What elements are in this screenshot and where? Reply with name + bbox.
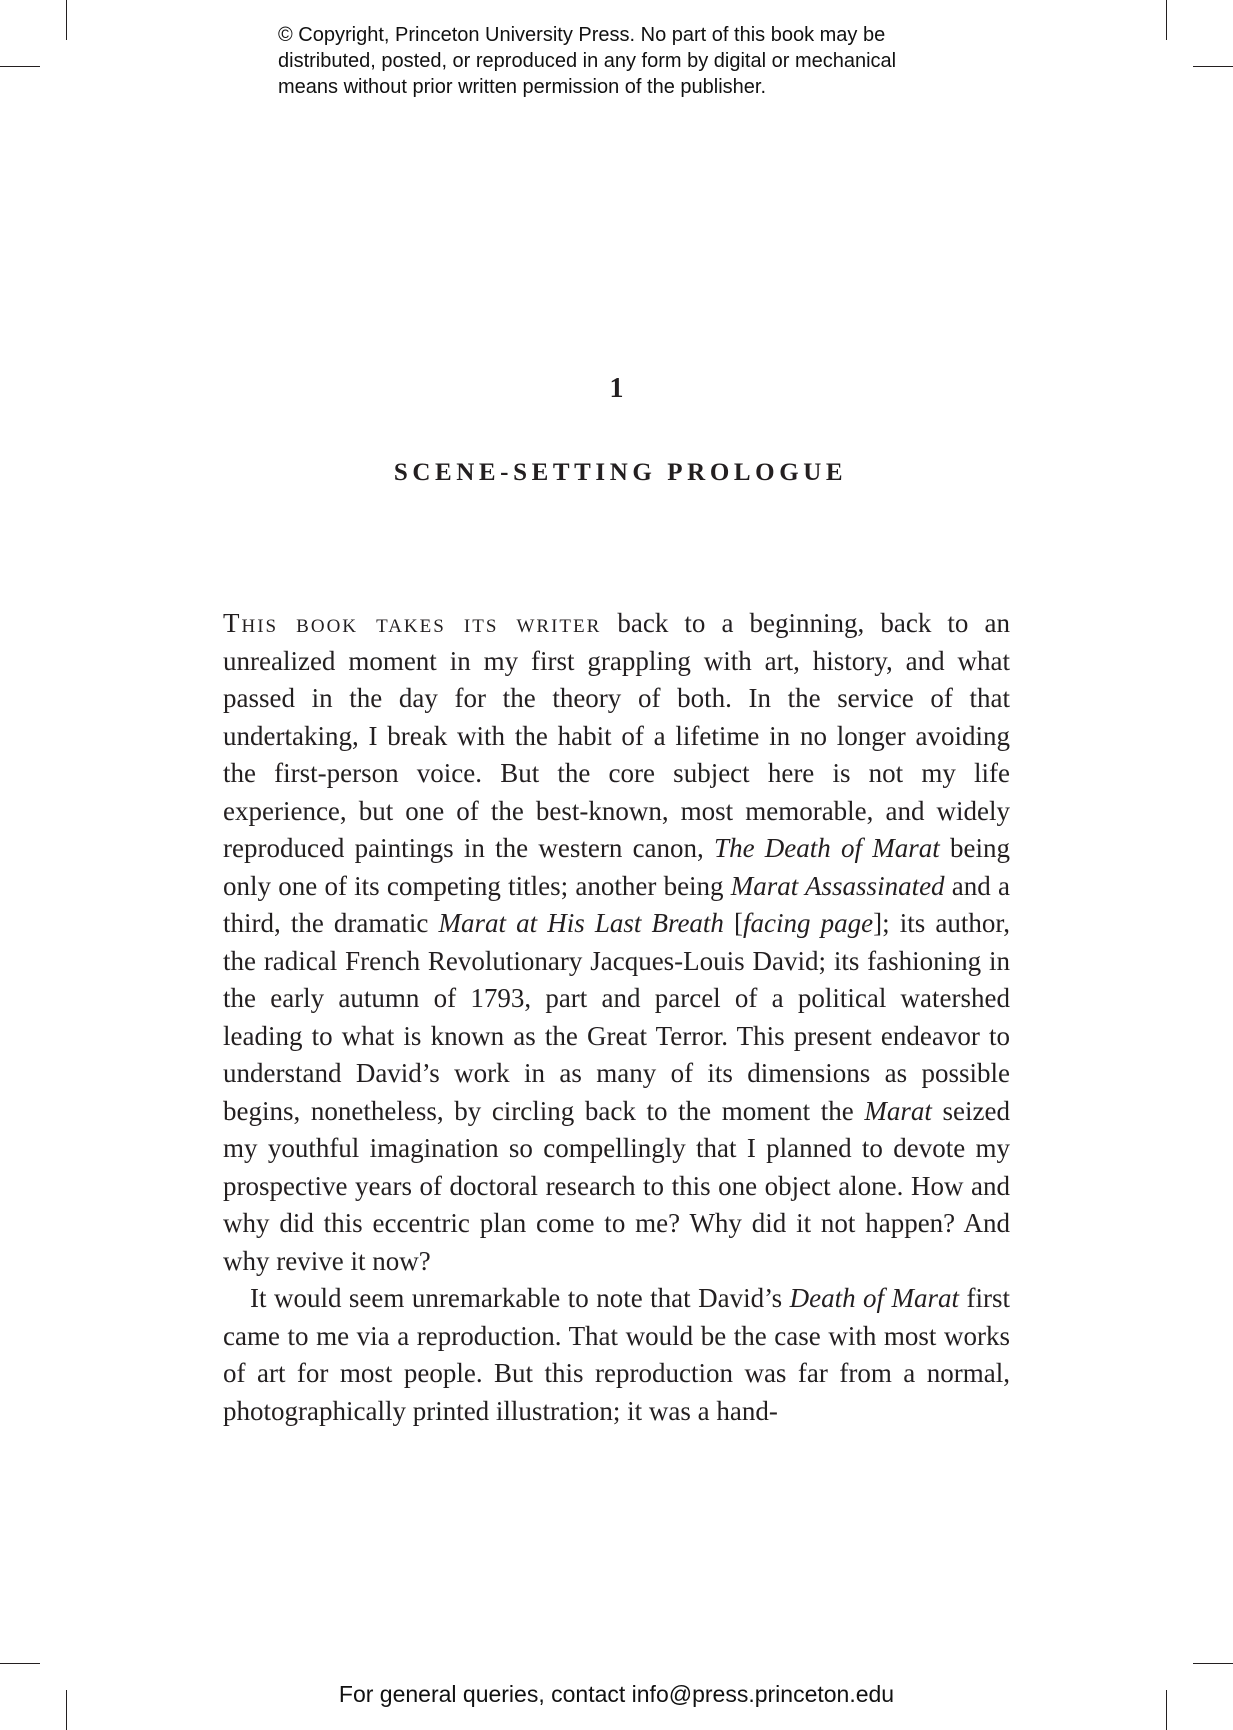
crop-mark-top-left xyxy=(66,0,67,40)
opening-small-caps: This book takes its writer xyxy=(223,608,602,638)
text-segment: and a third, the dramatic xyxy=(223,870,1011,938)
copyright-line-1: © Copyright, Princeton University Press. No part of this book may be xyxy=(278,24,886,46)
crop-mark-left-top xyxy=(0,66,40,67)
crop-mark-top-right xyxy=(1166,0,1167,40)
text-segment: first came to me via a reproduction. That would be the case with most works of art for most people. But this reproduction was far from a normal, photographically printed illustration; it was a hand- xyxy=(223,1283,1010,1426)
text-segment: It would seem unremarkable to note that David’s xyxy=(250,1283,790,1313)
paragraph-2 xyxy=(223,1280,1010,1430)
text-segment: back to a beginning, back to an unrealized moment in my first grappling with art, history, and what passed in the day for the theory of both. In the service of that undertaking, I break with the habit of a lifetime in no longer avoiding the first-person voice. But the core subject here is not my life experience, but one of the best-known, most memorable, and widely reproduced paintings in the western canon, xyxy=(223,608,1010,863)
crop-mark-left-bottom xyxy=(0,1663,40,1664)
body-text xyxy=(223,605,1010,1430)
text-segment: seized my youthful imagination so compellingly that I planned to devote my prospective years of doctoral research to this one object alone. How and why did this eccentric plan come to me? Why did it not happen? And why revive it now? xyxy=(223,1095,1010,1276)
italic-title: Marat at His Last Breath xyxy=(438,908,724,938)
chapter-number: 1 xyxy=(609,373,624,404)
crop-mark-right-top xyxy=(1193,66,1233,67)
italic-title: Marat xyxy=(864,1095,932,1126)
text-segment: being only one of its competing titles; another being xyxy=(223,833,1010,901)
copyright-line-2: distributed, posted, or reproduced in any form by digital or mechanical xyxy=(278,50,897,72)
italic-title: The Death of Marat xyxy=(714,833,940,863)
text-segment: ]; its author, the radical French Revolutionary Jacques-Louis David; its fashioning in the early autumn of 1793, part and parcel of a political watershed leading to what is known as the Great Terror. This present endeavor to understand David’s work in as many of its dimensions as possible begins, nonetheless, by circling back to the moment the xyxy=(223,908,1010,1126)
paragraph-1 xyxy=(223,605,1010,1280)
italic-title: Death of Marat xyxy=(789,1283,960,1313)
chapter-title: SCENE-SETTING PROLOGUE xyxy=(393,459,848,486)
copyright-line-3: means without prior written permission of the publisher. xyxy=(278,76,767,98)
text-segment: [ xyxy=(723,908,744,938)
copyright-notice xyxy=(278,22,978,100)
italic-note: facing page xyxy=(743,908,874,938)
footer-contact: For general queries, contact info@press.princeton.edu xyxy=(338,1681,895,1707)
italic-title: Marat Assassinated xyxy=(730,870,945,901)
crop-mark-right-bottom xyxy=(1193,1663,1233,1664)
